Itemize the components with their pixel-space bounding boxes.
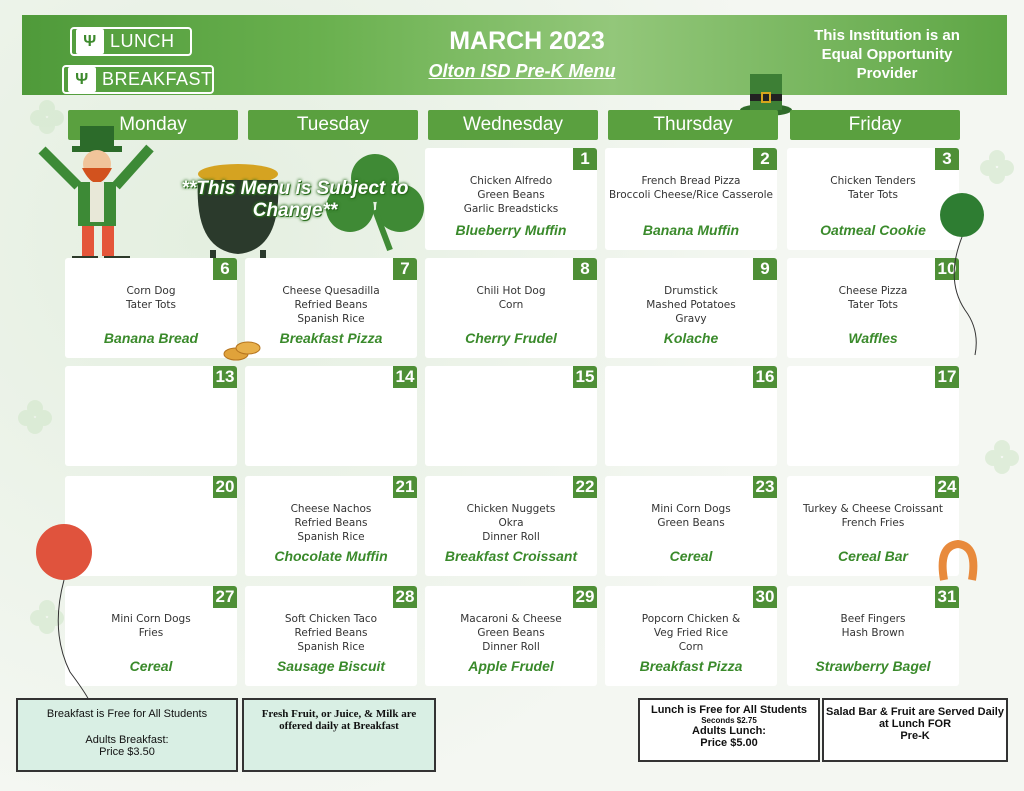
footer-text: Price $5.00 [700,737,758,749]
footer-text: Seconds $2.75 [701,716,757,725]
lunch-item: Corn Dog [126,285,176,297]
day-number: 31 [935,586,959,608]
lunch-items [605,612,777,654]
lunch-items [425,174,597,216]
breakfast-item: Oatmeal Cookie [820,222,926,238]
lunch-items [787,174,959,202]
lunch-item: Chicken Nuggets [466,503,556,515]
lunch-item: Drumstick [664,285,718,297]
day-number: 14 [393,366,417,388]
lunch-item: Tater Tots [126,299,176,311]
breakfast-item: Strawberry Bagel [815,658,931,674]
horseshoe-icon [936,540,980,586]
breakfast-item: Banana Bread [103,330,199,346]
day-cell [787,258,959,358]
day-cell [425,476,597,576]
lunch-price-box [638,698,820,762]
lunch-item: Dinner Roll [482,531,540,543]
day-cell [425,366,597,466]
lunch-items [787,284,959,312]
lunch-items [605,502,777,530]
breakfast-item: Kolache [663,330,719,346]
day-number: 29 [573,586,597,608]
lunch-item: Tater Tots [848,189,898,201]
day-cell [787,476,959,576]
gold-coins-icon [222,336,264,364]
lunch-item: Corn [498,299,524,311]
day-number: 6 [213,258,237,280]
day-number: 28 [393,586,417,608]
lunch-item: Fries [138,627,164,639]
day-number: 2 [753,148,777,170]
breakfast-options-box [242,698,436,772]
lunch-item: Garlic Breadsticks [463,203,559,215]
day-cell [605,258,777,358]
day-cell [425,586,597,686]
day-cell [245,586,417,686]
day-number: 24 [935,476,959,498]
lunch-items [787,612,959,640]
breakfast-item: Blueberry Muffin [455,222,567,238]
footer-text: Fresh Fruit, or Juice, & Milk are [261,708,417,720]
day-number: 7 [393,258,417,280]
day-cell [787,366,959,466]
day-header-monday: Monday [68,110,238,140]
leprechaun-icon [32,120,172,280]
day-cell [425,258,597,358]
day-number: 13 [213,366,237,388]
lunch-items [425,502,597,544]
breakfast-item: Cereal [129,658,173,674]
lunch-item: French Fries [841,517,905,529]
day-number: 16 [753,366,777,388]
lunch-item: Cheese Pizza [838,285,908,297]
day-cell [425,148,597,250]
breakfast-item: Cereal [669,548,713,564]
day-number: 10 [935,258,959,280]
lunch-items [245,502,417,544]
equal-opportunity-statement [782,26,992,83]
lunch-item: Chili Hot Dog [476,285,546,297]
fork-icon: Ψ [76,29,104,54]
day-number: 9 [753,258,777,280]
lunch-item: Cheese Quesadilla [282,285,380,297]
lunch-item: Gravy [675,313,707,325]
shamrock-icon [18,400,52,434]
day-number: 8 [573,258,597,280]
breakfast-item: Waffles [848,330,898,346]
day-number: 1 [573,148,597,170]
breakfast-item: Cherry Frudel [465,330,557,346]
lunch-item: Spanish Rice [297,641,365,653]
lunch-item: Green Beans [657,517,725,529]
footer-text: offered daily at Breakfast [279,720,399,732]
lunch-item: Turkey & Cheese Croissant [802,503,944,515]
lunch-item: Okra [498,517,524,529]
breakfast-item: Breakfast Pizza [639,658,743,674]
eop-line: Equal Opportunity [821,46,953,63]
lunch-item: Spanish Rice [297,313,365,325]
breakfast-price-box [16,698,238,772]
lunch-item: Mashed Potatoes [646,299,736,311]
lunch-item: Green Beans [477,189,545,201]
day-cell [65,258,237,358]
breakfast-item: Chocolate Muffin [274,548,388,564]
lunch-item: Corn [678,641,704,653]
day-cell [65,366,237,466]
day-number: 30 [753,586,777,608]
page-subtitle: Olton ISD Pre-K Menu [428,61,616,81]
lunch-legend-label: LUNCH [110,31,175,51]
eop-line: This Institution is an [814,27,960,44]
day-cell [245,366,417,466]
day-header-thursday: Thursday [608,110,778,140]
day-cell [787,586,959,686]
day-header-friday: Friday [790,110,960,140]
day-cell [245,476,417,576]
lunch-items [425,612,597,654]
breakfast-item: Breakfast Pizza [279,330,383,346]
balloon-icon [935,190,995,360]
day-number: 22 [573,476,597,498]
footer-text: Pre-K [900,730,930,742]
lunch-item: Refried Beans [294,517,368,529]
footer-text: Adults Lunch: [692,725,766,737]
lunch-items [605,284,777,326]
lunch-item: Broccoli Cheese/Rice Casserole [608,189,774,201]
day-cell [245,258,417,358]
lunch-legend [70,27,192,56]
fork-icon: Ψ [68,67,96,92]
footer-text: at Lunch FOR [878,718,952,730]
day-number: 17 [935,366,959,388]
lunch-items [425,284,597,312]
lunch-items [787,502,959,530]
lunch-item: Refried Beans [294,627,368,639]
day-header-tuesday: Tuesday [248,110,418,140]
lunch-item: Mini Corn Dogs [111,613,191,625]
lunch-item: Chicken Tenders [830,175,916,187]
lunch-item: Hash Brown [841,627,905,639]
salad-bar-box [822,698,1008,762]
footer-text: Breakfast is Free for All Students [46,708,208,720]
lunch-item: Macaroni & Cheese [460,613,562,625]
day-cell [605,586,777,686]
breakfast-item: Breakfast Croissant [444,548,578,564]
breakfast-item: Apple Frudel [468,658,554,674]
day-number: 15 [573,366,597,388]
lunch-items [245,612,417,654]
lunch-items [605,174,777,202]
footer-text: Lunch is Free for All Students [650,704,808,716]
day-number: 3 [935,148,959,170]
lunch-item: Tater Tots [848,299,898,311]
breakfast-legend [62,65,214,94]
footer-text: Salad Bar & Fruit are Served Daily [826,706,1004,718]
page-title: MARCH 2023 [449,27,605,55]
eop-line: Provider [856,65,918,82]
shamrock-icon [980,150,1014,184]
breakfast-item: Banana Muffin [642,222,740,238]
header-banner [22,15,1007,95]
breakfast-legend-label: BREAKFAST [102,69,213,89]
lunch-item: Chicken Alfredo [469,175,553,187]
shamrock-icon [985,440,1019,474]
lunch-item: Green Beans [477,627,545,639]
day-number: 20 [213,476,237,498]
lunch-item: Mini Corn Dogs [651,503,731,515]
lunch-item: Spanish Rice [297,531,365,543]
lunch-item: Soft Chicken Taco [284,613,378,625]
day-cell [605,148,777,250]
balloon-icon [30,522,110,702]
day-cell [787,148,959,250]
day-number: 21 [393,476,417,498]
lunch-item: Cheese Nachos [290,503,372,515]
lunch-item: Refried Beans [294,299,368,311]
day-header-wednesday: Wednesday [428,110,598,140]
day-cell [605,476,777,576]
lunch-item: Popcorn Chicken & [641,613,741,625]
subject-to-change-note: **This Menu is Subject to Change** [181,178,409,221]
day-number: 27 [213,586,237,608]
footer-text: Adults Breakfast: [85,734,169,746]
lunch-item: Veg Fried Rice [653,627,729,639]
day-number: 23 [753,476,777,498]
breakfast-item: Sausage Biscuit [276,658,386,674]
lunch-item: French Bread Pizza [641,175,741,187]
lunch-item: Dinner Roll [482,641,540,653]
footer-text: Price $3.50 [99,746,155,758]
breakfast-item: Cereal Bar [837,548,909,564]
day-cell [605,366,777,466]
lunch-items [65,284,237,312]
lunch-items [245,284,417,326]
lunch-item: Beef Fingers [840,613,906,625]
